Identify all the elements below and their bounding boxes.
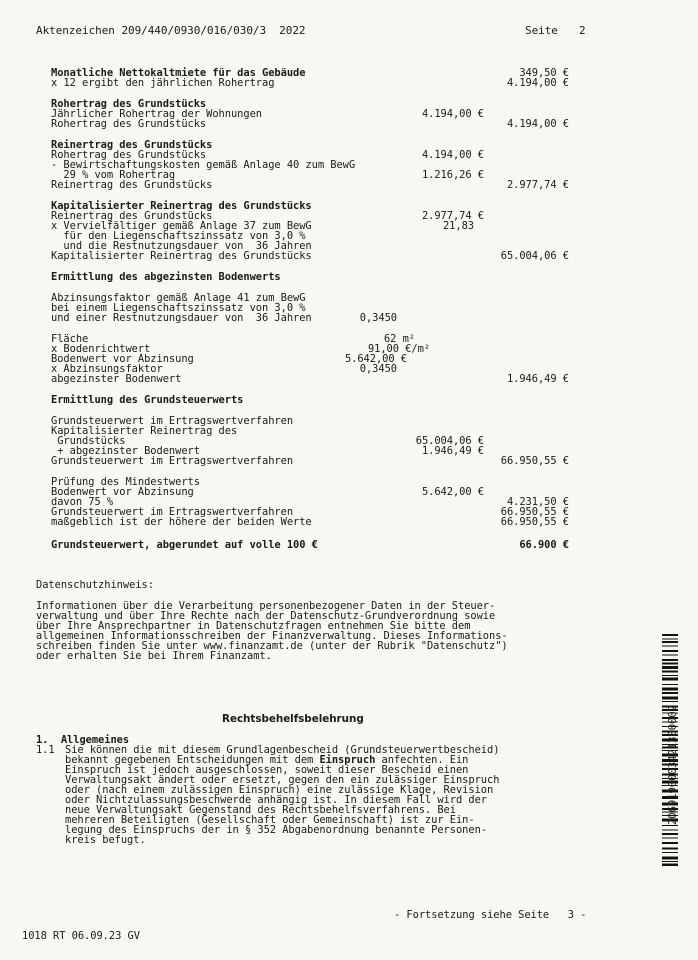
zinssatz-label: für den Liegenschaftszinssatz von 3,0 % (51, 230, 306, 242)
barcode-bar (662, 838, 678, 839)
barcode-bar (662, 848, 678, 850)
aktenzeichen: Aktenzeichen 209/440/0930/016/030/3 2022 (36, 24, 306, 37)
rechtsbehelf-line-4: Verwaltungsakt ändert oder ersetzt, gegen den ein zulässiger Einspruch (65, 774, 500, 786)
ertragswert-label: Grundsteuerwert im Ertragswertverfahren (51, 415, 294, 427)
barcode-bar (662, 650, 678, 652)
davon-75-value: 4.231,50 € (506, 496, 569, 508)
kap-total-label: Kapitalisierter Reinertrag des Grundstücks (51, 250, 312, 262)
mindest-bodenwert-value: 5.642,00 € (421, 486, 484, 498)
massgeblich-label: maßgeblich ist der höhere der beiden Werte (51, 516, 312, 528)
rechtsbehelf-line-9: legung des Einspruchs der in § 352 Abgabenordnung benannte Personen- (65, 824, 487, 836)
barcode-number: 2069190003421300002 (667, 704, 679, 826)
rechtsbehelf-line-6: oder Nichtzulassungsbeschwerde anhängig ist. In diesem Fall wird der (65, 794, 487, 806)
rohertrag-total-label: Rohertrag des Grundstücks (51, 118, 207, 130)
datenschutz-title: Datenschutzhinweis: (36, 579, 154, 591)
reinertrag-total-label: Reinertrag des Grundstücks (51, 179, 213, 191)
datenschutz-line-1: Informationen über die Verarbeitung personenbezogener Daten in der Steuer- (36, 600, 496, 612)
mindestwert-heading: Prüfung des Mindestwerts (51, 476, 200, 488)
barcode-bar (662, 678, 678, 681)
nutzungsdauer-label: und die Restnutzungsdauer von 36 Jahren (51, 240, 312, 252)
barcode-bar (662, 864, 678, 867)
datenschutz-line-4: allgemeinen Informationsschreiben der Finanzverwaltung. Dieses Informations- (36, 630, 508, 642)
bewirtschaftung-pct-label: 29 % vom Rohertrag (51, 169, 176, 181)
barcode-bar (662, 655, 678, 656)
section-1-title: 1. Allgemeines (36, 734, 130, 746)
datenschutz-line-6: oder erhalten Sie bei Ihrem Finanzamt. (36, 650, 272, 662)
barcode-bar (662, 861, 678, 862)
rechtsbehelf-line-7: neue Verwaltungsakt Gegenstand des Rechtsbehelfsverfahrens. Bei (65, 804, 456, 816)
barcode-bar (662, 857, 678, 860)
kap-reinertrag-label: Kapitalisierter Reinertrag des (51, 425, 238, 437)
rechtsbehelf-line-10: kreis befugt. (65, 834, 146, 846)
miete-jahr-label: x 12 ergibt den jährlichen Rohertrag (51, 77, 275, 89)
vervielfaeltiger-label: x Vervielfältiger gemäß Anlage 37 zum BewG (51, 220, 312, 232)
ertragswert-total-label: Grundsteuerwert im Ertragswertverfahren (51, 455, 294, 467)
kap-heading: Kapitalisierter Reinertrag des Grundstücks (51, 200, 312, 212)
bodenwert-heading: Ermittlung des abgezinsten Bodenwerts (51, 271, 281, 283)
bodenwert-vor-value: 5.642,00 € (344, 353, 407, 365)
kap-rein-value: 2.977,74 € (421, 210, 484, 222)
abzinsung-zins-label: bei einem Liegenschaftszinssatz von 3,0 % (51, 302, 306, 314)
rechtsbehelf-line-5: oder (nach einem zulässigen Einspruch) eine zulässige Klage, Revision (65, 784, 494, 796)
rohertrag-wohnungen-label: Jährlicher Rohertrag der Wohnungen (51, 108, 262, 120)
miete-label: Monatliche Nettokaltmiete für das Gebäude (51, 67, 306, 79)
reinertrag-total-value: 2.977,74 € (506, 179, 569, 191)
miete-jahr-value: 4.194,00 € (506, 77, 569, 89)
bodenwert-vor-label: Bodenwert vor Abzinsung (51, 353, 194, 365)
kap-grundstuecks-label: Grundstücks (51, 435, 126, 447)
barcode-bar (662, 852, 678, 853)
einspruch-pre: bekannt gegebenen Entscheidungen mit dem (65, 754, 320, 766)
bewirtschaftung-value: 1.216,26 € (421, 169, 484, 181)
mindest-bodenwert-label: Bodenwert vor Abzinsung (51, 486, 194, 498)
barcode-bar (662, 671, 678, 673)
barcode-bar (662, 684, 678, 685)
rechtsbehelf-line-3: Einspruch ist jedoch ausgeschlossen, soweit dieser Bescheid einen (65, 764, 469, 776)
einspruch-bold: Einspruch (319, 754, 376, 766)
barcode-bar (662, 666, 678, 669)
rohertrag-heading: Rohertrag des Grundstücks (51, 98, 207, 110)
ertragswert-total-value: 66.950,55 € (500, 455, 569, 467)
einspruch-post: anfechten. Ein (375, 754, 469, 766)
grundsteuerwert-final-value: 66.900 € (519, 539, 569, 551)
bodenrichtwert-label: x Bodenrichtwert (51, 343, 151, 355)
plus-bodenwert-value: 1.946,49 € (421, 445, 484, 457)
bodenwert-abgezinst-value: 1.946,49 € (506, 373, 569, 385)
paragraph-number: 1.1 (36, 744, 55, 756)
bodenwert-abgezinst-label: abgezinster Bodenwert (51, 373, 182, 385)
abzinsungsfaktor-value: 0,3450 (359, 363, 397, 375)
reinertrag-heading: Reinertrag des Grundstücks (51, 139, 213, 151)
miete-value: 349,50 € (519, 67, 569, 79)
grundsteuerwert-final-label: Grundsteuerwert, abgerundet auf volle 100 € (51, 539, 318, 551)
barcode-bar (662, 634, 678, 636)
abzinsung-dauer-label: und einer Restnutzungsdauer von 36 Jahren (51, 312, 312, 324)
bewirtschaftung-label: - Bewirtschaftungskosten gemäß Anlage 40 zum BewG (51, 159, 356, 171)
barcode-bar (662, 659, 678, 661)
abzinsung-label: Abzinsungsfaktor gemäß Anlage 41 zum BewG (51, 292, 306, 304)
kap-total-value: 65.004,06 € (500, 250, 569, 262)
reinertrag-roh-label: Rohertrag des Grundstücks (51, 149, 207, 161)
barcode-bar (662, 646, 678, 647)
datenschutz-line-3: über Ihre Ansprechpartner in Datenschutzfragen entnehmen Sie bitte dem (36, 620, 471, 632)
page-number: 2 (579, 24, 586, 37)
barcode-bar (662, 688, 678, 691)
flaeche-value: 62 m² (383, 333, 415, 345)
abzinsung-value: 0,3450 (359, 312, 397, 324)
barcode-bar (662, 692, 678, 694)
kap-grundstuecks-value: 65.004,06 € (415, 435, 484, 447)
davon-75-label: davon 75 % (51, 496, 114, 508)
rechtsbehelf-title: Rechtsbehelfsbelehrung (222, 713, 364, 725)
flaeche-label: Fläche (51, 333, 89, 345)
kap-rein-label: Reinertrag des Grundstücks (51, 210, 213, 222)
barcode-bar (662, 663, 678, 665)
datenschutz-line-5: schreiben finden Sie unter www.finanzamt.de (unter der Rubrik "Datenschutz") (36, 640, 508, 652)
page-label: Seite (525, 24, 558, 37)
massgeblich-value: 66.950,55 € (500, 516, 569, 528)
vervielfaeltiger-value: 21,83 (442, 220, 474, 232)
barcode-bar (662, 675, 678, 676)
datenschutz-line-2: verwaltung und über Ihre Rechte nach der Datenschutz-Grundverordnung sowie (36, 610, 496, 622)
rohertrag-total-value: 4.194,00 € (506, 118, 569, 130)
mindest-ertragswert-label: Grundsteuerwert im Ertragswertverfahren (51, 506, 294, 518)
abzinsungsfaktor-label: x Abzinsungsfaktor (51, 363, 163, 375)
barcode-bar (662, 639, 678, 640)
mindest-ertragswert-value: 66.950,55 € (500, 506, 569, 518)
barcode-bar (662, 641, 678, 643)
rechtsbehelf-line-8: mehreren Beteiligten (Gesellschaft oder Gemeinschaft) ist zur Ein- (65, 814, 475, 826)
reinertrag-roh-value: 4.194,00 € (421, 149, 484, 161)
plus-bodenwert-label: + abgezinster Bodenwert (51, 445, 200, 457)
rohertrag-wohnungen-value: 4.194,00 € (421, 108, 484, 120)
rechtsbehelf-line-1: Sie können die mit diesem Grundlagenbescheid (Grundsteuerwertbescheid) (65, 744, 500, 756)
form-code: 1018 RT 06.09.23 GV (22, 930, 140, 942)
fortsetzung-note: - Fortsetzung siehe Seite 3 - (394, 909, 587, 921)
grundsteuerwert-heading: Ermittlung des Grundsteuerwerts (51, 394, 244, 406)
barcode-bar (662, 842, 678, 844)
bodenrichtwert-value: 91,00 €/m² (367, 343, 430, 355)
